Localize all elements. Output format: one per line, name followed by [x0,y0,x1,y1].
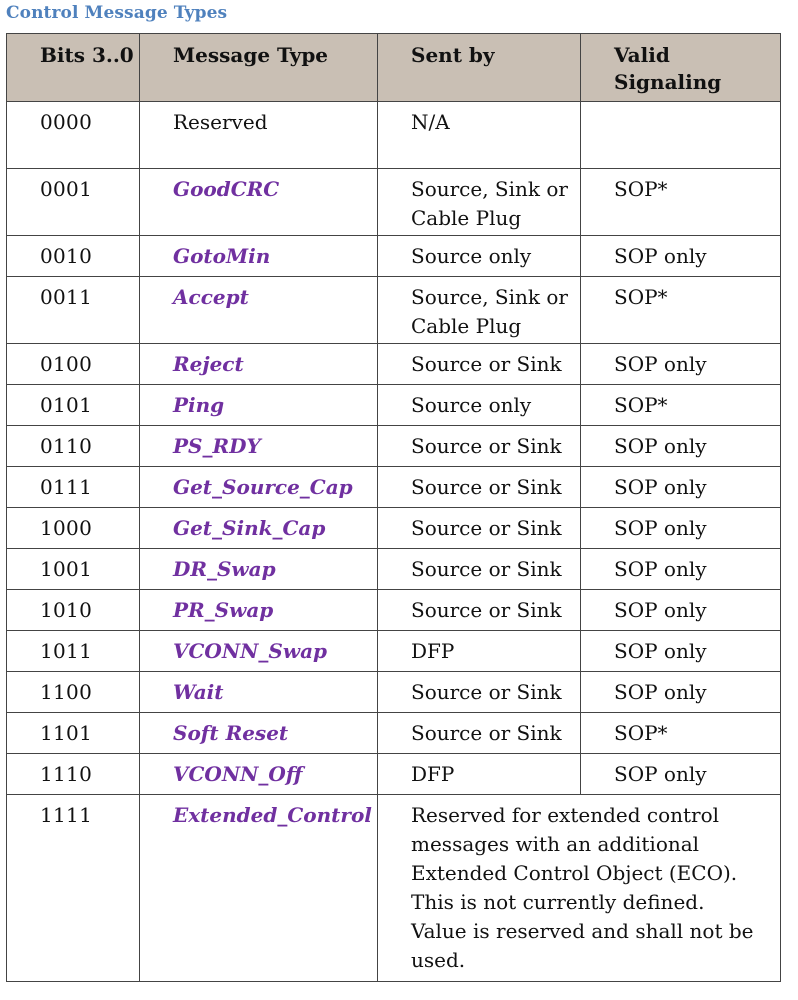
table-row [7,672,781,713]
cell-bits: 1010 [7,590,140,631]
cell-bits: 0010 [7,236,140,277]
column-header-sent-by: Sent by [378,34,581,102]
cell-sent-by: DFP [378,631,581,672]
cell-bits: 1111 [7,795,140,982]
cell-message-type: Reserved [140,102,378,169]
cell-sent-by: Source or Sink [378,549,581,590]
cell-sent-by: Source or Sink [378,713,581,754]
cell-message-type: Wait [140,672,378,713]
cell-valid-signaling: SOP only [581,426,781,467]
cell-valid-signaling: SOP only [581,631,781,672]
table-row [7,344,781,385]
cell-sent-by: Source or Sink [378,672,581,713]
cell-message-type: VCONN_Off [140,754,378,795]
table-row [7,754,781,795]
cell-message-type: Get_Source_Cap [140,467,378,508]
cell-message-type: Accept [140,277,378,344]
cell-bits: 1101 [7,713,140,754]
cell-valid-signaling: SOP only [581,344,781,385]
cell-bits: 1011 [7,631,140,672]
cell-valid-signaling: SOP only [581,549,781,590]
cell-sent-by: Source or Sink [378,590,581,631]
cell-valid-signaling: SOP* [581,713,781,754]
table-row [7,631,781,672]
cell-message-type: PS_RDY [140,426,378,467]
cell-bits: 1110 [7,754,140,795]
cell-sent-by: Source or Sink [378,508,581,549]
cell-message-type: Soft Reset [140,713,378,754]
cell-bits: 0000 [7,102,140,169]
cell-sent-by: Source only [378,236,581,277]
table-row [7,508,781,549]
cell-bits: 0101 [7,385,140,426]
column-header-bits: Bits 3..0 [7,34,140,102]
control-message-types-table [6,33,781,982]
table-row [7,467,781,508]
table-row [7,169,781,236]
cell-sent-by: Source or Sink [378,344,581,385]
cell-valid-signaling [581,102,781,169]
cell-message-type: GotoMin [140,236,378,277]
cell-sent-by: Source or Sink [378,426,581,467]
cell-valid-signaling: SOP only [581,508,781,549]
cell-bits: 0110 [7,426,140,467]
column-header-valid-signaling: Valid Signaling [581,34,781,102]
header-row [7,34,781,102]
cell-bits: 0001 [7,169,140,236]
cell-message-type: Extended_Control [140,795,378,982]
cell-message-type: DR_Swap [140,549,378,590]
table-row [7,713,781,754]
cell-valid-signaling: SOP only [581,590,781,631]
table-body [7,102,781,982]
column-header-message-type: Message Type [140,34,378,102]
cell-message-type: Get_Sink_Cap [140,508,378,549]
table-row [7,795,781,982]
cell-sent-by: Source or Sink [378,467,581,508]
cell-message-type: VCONN_Swap [140,631,378,672]
table-row [7,277,781,344]
table-row [7,102,781,169]
cell-valid-signaling: SOP only [581,467,781,508]
cell-sent-by: Source, Sink or Cable Plug [378,277,581,344]
table-row [7,385,781,426]
table-caption: Control Message Types [6,3,228,23]
cell-sent-by: Source, Sink or Cable Plug [378,169,581,236]
cell-valid-signaling: SOP* [581,169,781,236]
table-row [7,549,781,590]
cell-valid-signaling: SOP only [581,754,781,795]
cell-note: Reserved for extended control messages with an additional Extended Control Object (ECO). This is not currently defined. Value is reserved and shall not be used. [378,795,781,982]
cell-bits: 0100 [7,344,140,385]
cell-valid-signaling: SOP* [581,385,781,426]
cell-bits: 1000 [7,508,140,549]
table-row [7,426,781,467]
cell-bits: 1001 [7,549,140,590]
cell-sent-by: Source only [378,385,581,426]
cell-sent-by: DFP [378,754,581,795]
cell-valid-signaling: SOP* [581,277,781,344]
cell-message-type: GoodCRC [140,169,378,236]
cell-message-type: Ping [140,385,378,426]
table-row [7,236,781,277]
cell-message-type: PR_Swap [140,590,378,631]
cell-valid-signaling: SOP only [581,236,781,277]
table-row [7,590,781,631]
cell-bits: 1100 [7,672,140,713]
cell-message-type: Reject [140,344,378,385]
cell-bits: 0011 [7,277,140,344]
cell-bits: 0111 [7,467,140,508]
cell-valid-signaling: SOP only [581,672,781,713]
cell-sent-by: N/A [378,102,581,169]
